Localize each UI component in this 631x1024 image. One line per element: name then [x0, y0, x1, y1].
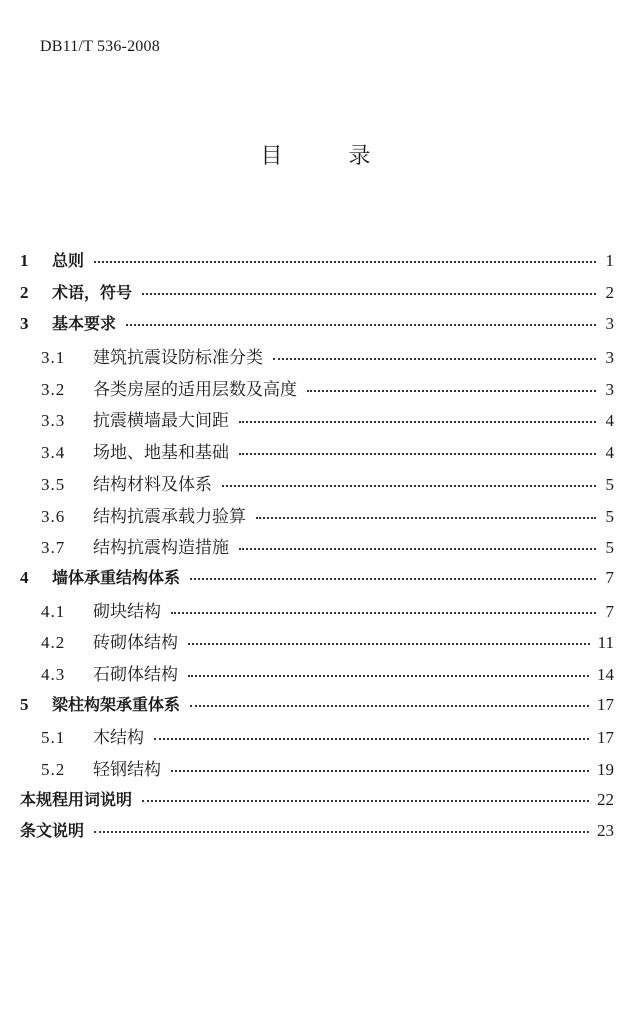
toc-entry[interactable]	[20, 565, 614, 597]
toc-entry[interactable]	[20, 628, 614, 660]
toc-entry-number: 3	[20, 314, 29, 334]
toc-entry-label: 砖砌体结构	[93, 633, 178, 654]
dot-leader	[256, 505, 596, 522]
table-of-contents	[20, 248, 614, 850]
toc-entry[interactable]	[20, 755, 614, 787]
dot-leader	[142, 281, 596, 298]
dot-leader	[222, 473, 596, 490]
toc-entry-label: 轻钢结构	[93, 760, 161, 780]
toc-entry-number: 5	[20, 694, 29, 714]
toc-entry-page-number: 3	[605, 348, 614, 368]
toc-entry-number: 4	[20, 567, 29, 587]
dot-leader	[94, 819, 589, 836]
toc-entry-page-number: 5	[605, 474, 614, 494]
toc-entry[interactable]	[20, 438, 614, 470]
dot-leader	[239, 441, 596, 458]
toc-entry-number: 5.2	[41, 760, 66, 779]
toc-entry[interactable]	[20, 818, 614, 850]
page-title: 目录	[260, 143, 437, 169]
toc-entry[interactable]	[20, 248, 614, 280]
document-code: DB11/T 536-2008	[40, 38, 160, 55]
toc-entry-page-number: 22	[597, 789, 614, 809]
toc-entry-number: 3.4	[41, 443, 66, 463]
toc-entry-label: 砌块结构	[93, 601, 161, 622]
toc-entry-page-number: 7	[605, 601, 614, 621]
toc-entry[interactable]	[20, 343, 614, 375]
dot-leader	[188, 663, 589, 680]
toc-entry-label: 建筑抗震设防标准分类	[93, 348, 263, 369]
toc-entry-page-number: 14	[597, 664, 614, 684]
dot-leader	[171, 600, 596, 617]
toc-entry[interactable]	[20, 280, 614, 312]
toc-entry-label: 结构材料及体系	[93, 474, 212, 495]
dot-leader	[190, 566, 596, 583]
toc-entry[interactable]	[20, 470, 614, 502]
toc-entry[interactable]	[20, 723, 614, 755]
toc-entry-number: 5.1	[41, 728, 66, 748]
dot-leader	[94, 249, 596, 266]
toc-entry-page-number: 2	[605, 282, 614, 302]
toc-entry-label: 墙体承重结构体系	[52, 567, 181, 587]
toc-entry-label: 场地、地基和基础	[93, 443, 229, 464]
dot-leader	[307, 378, 596, 395]
toc-entry-label: 石砌体结构	[93, 664, 178, 685]
toc-entry-page-number: 5	[605, 538, 614, 558]
dot-leader	[239, 536, 596, 553]
toc-entry-number: 3.3	[41, 411, 66, 431]
toc-entry[interactable]	[20, 311, 614, 343]
toc-entry-number: 1	[20, 251, 29, 270]
toc-entry-label: 总则	[52, 251, 85, 270]
toc-entry[interactable]	[20, 502, 614, 534]
toc-entry-label: 抗震横墙最大间距	[93, 411, 229, 432]
toc-entry-label: 本规程用词说明	[20, 789, 133, 809]
toc-entry-page-number: 19	[597, 760, 614, 779]
dot-leader	[190, 693, 589, 710]
toc-entry-number: 4.1	[41, 601, 66, 621]
toc-entry-number: 3.6	[41, 506, 66, 526]
dot-leader	[171, 758, 589, 775]
toc-entry-page-number: 5	[605, 506, 614, 526]
toc-entry[interactable]	[20, 597, 614, 629]
toc-entry-label: 木结构	[93, 728, 144, 749]
toc-entry-number: 3.5	[41, 474, 66, 494]
dot-leader	[126, 312, 596, 329]
toc-entry-page-number: 4	[605, 411, 614, 431]
dot-leader	[239, 409, 596, 426]
toc-entry[interactable]	[20, 375, 614, 407]
toc-entry-number: 4.3	[41, 664, 66, 684]
dot-leader	[188, 631, 590, 648]
toc-entry-number: 3.1	[41, 348, 66, 368]
toc-entry-number: 3.7	[41, 538, 66, 558]
toc-entry-page-number: 17	[597, 728, 614, 748]
toc-entry-label: 结构抗震承载力验算	[93, 506, 246, 527]
toc-entry-page-number: 7	[605, 567, 614, 587]
toc-entry-number: 2	[20, 282, 29, 302]
toc-entry[interactable]	[20, 692, 614, 724]
dot-leader	[154, 726, 589, 743]
toc-entry[interactable]	[20, 533, 614, 565]
toc-entry-page-number: 17	[597, 694, 614, 714]
toc-entry[interactable]	[20, 660, 614, 692]
toc-entry-label: 各类房屋的适用层数及高度	[93, 379, 297, 400]
toc-entry-label: 条文说明	[20, 821, 85, 841]
toc-entry-label: 梁柱构架承重体系	[52, 694, 181, 714]
toc-entry-page-number: 3	[605, 379, 614, 399]
toc-entry-page-number: 3	[605, 314, 614, 334]
toc-entry[interactable]	[20, 406, 614, 438]
toc-entry-page-number: 23	[597, 821, 614, 841]
toc-entry-page-number: 4	[605, 443, 614, 463]
toc-entry-label: 基本要求	[52, 314, 117, 334]
toc-entry-number: 3.2	[41, 379, 66, 399]
dot-leader	[273, 346, 596, 363]
toc-entry-label: 结构抗震构造措施	[93, 538, 229, 559]
dot-leader	[142, 788, 589, 805]
toc-entry-label: 术语，符号	[52, 282, 133, 302]
toc-entry-page-number: 11	[597, 633, 614, 653]
toc-entry[interactable]	[20, 787, 614, 819]
toc-entry-number: 4.2	[41, 633, 66, 653]
toc-entry-page-number: 1	[605, 251, 614, 270]
